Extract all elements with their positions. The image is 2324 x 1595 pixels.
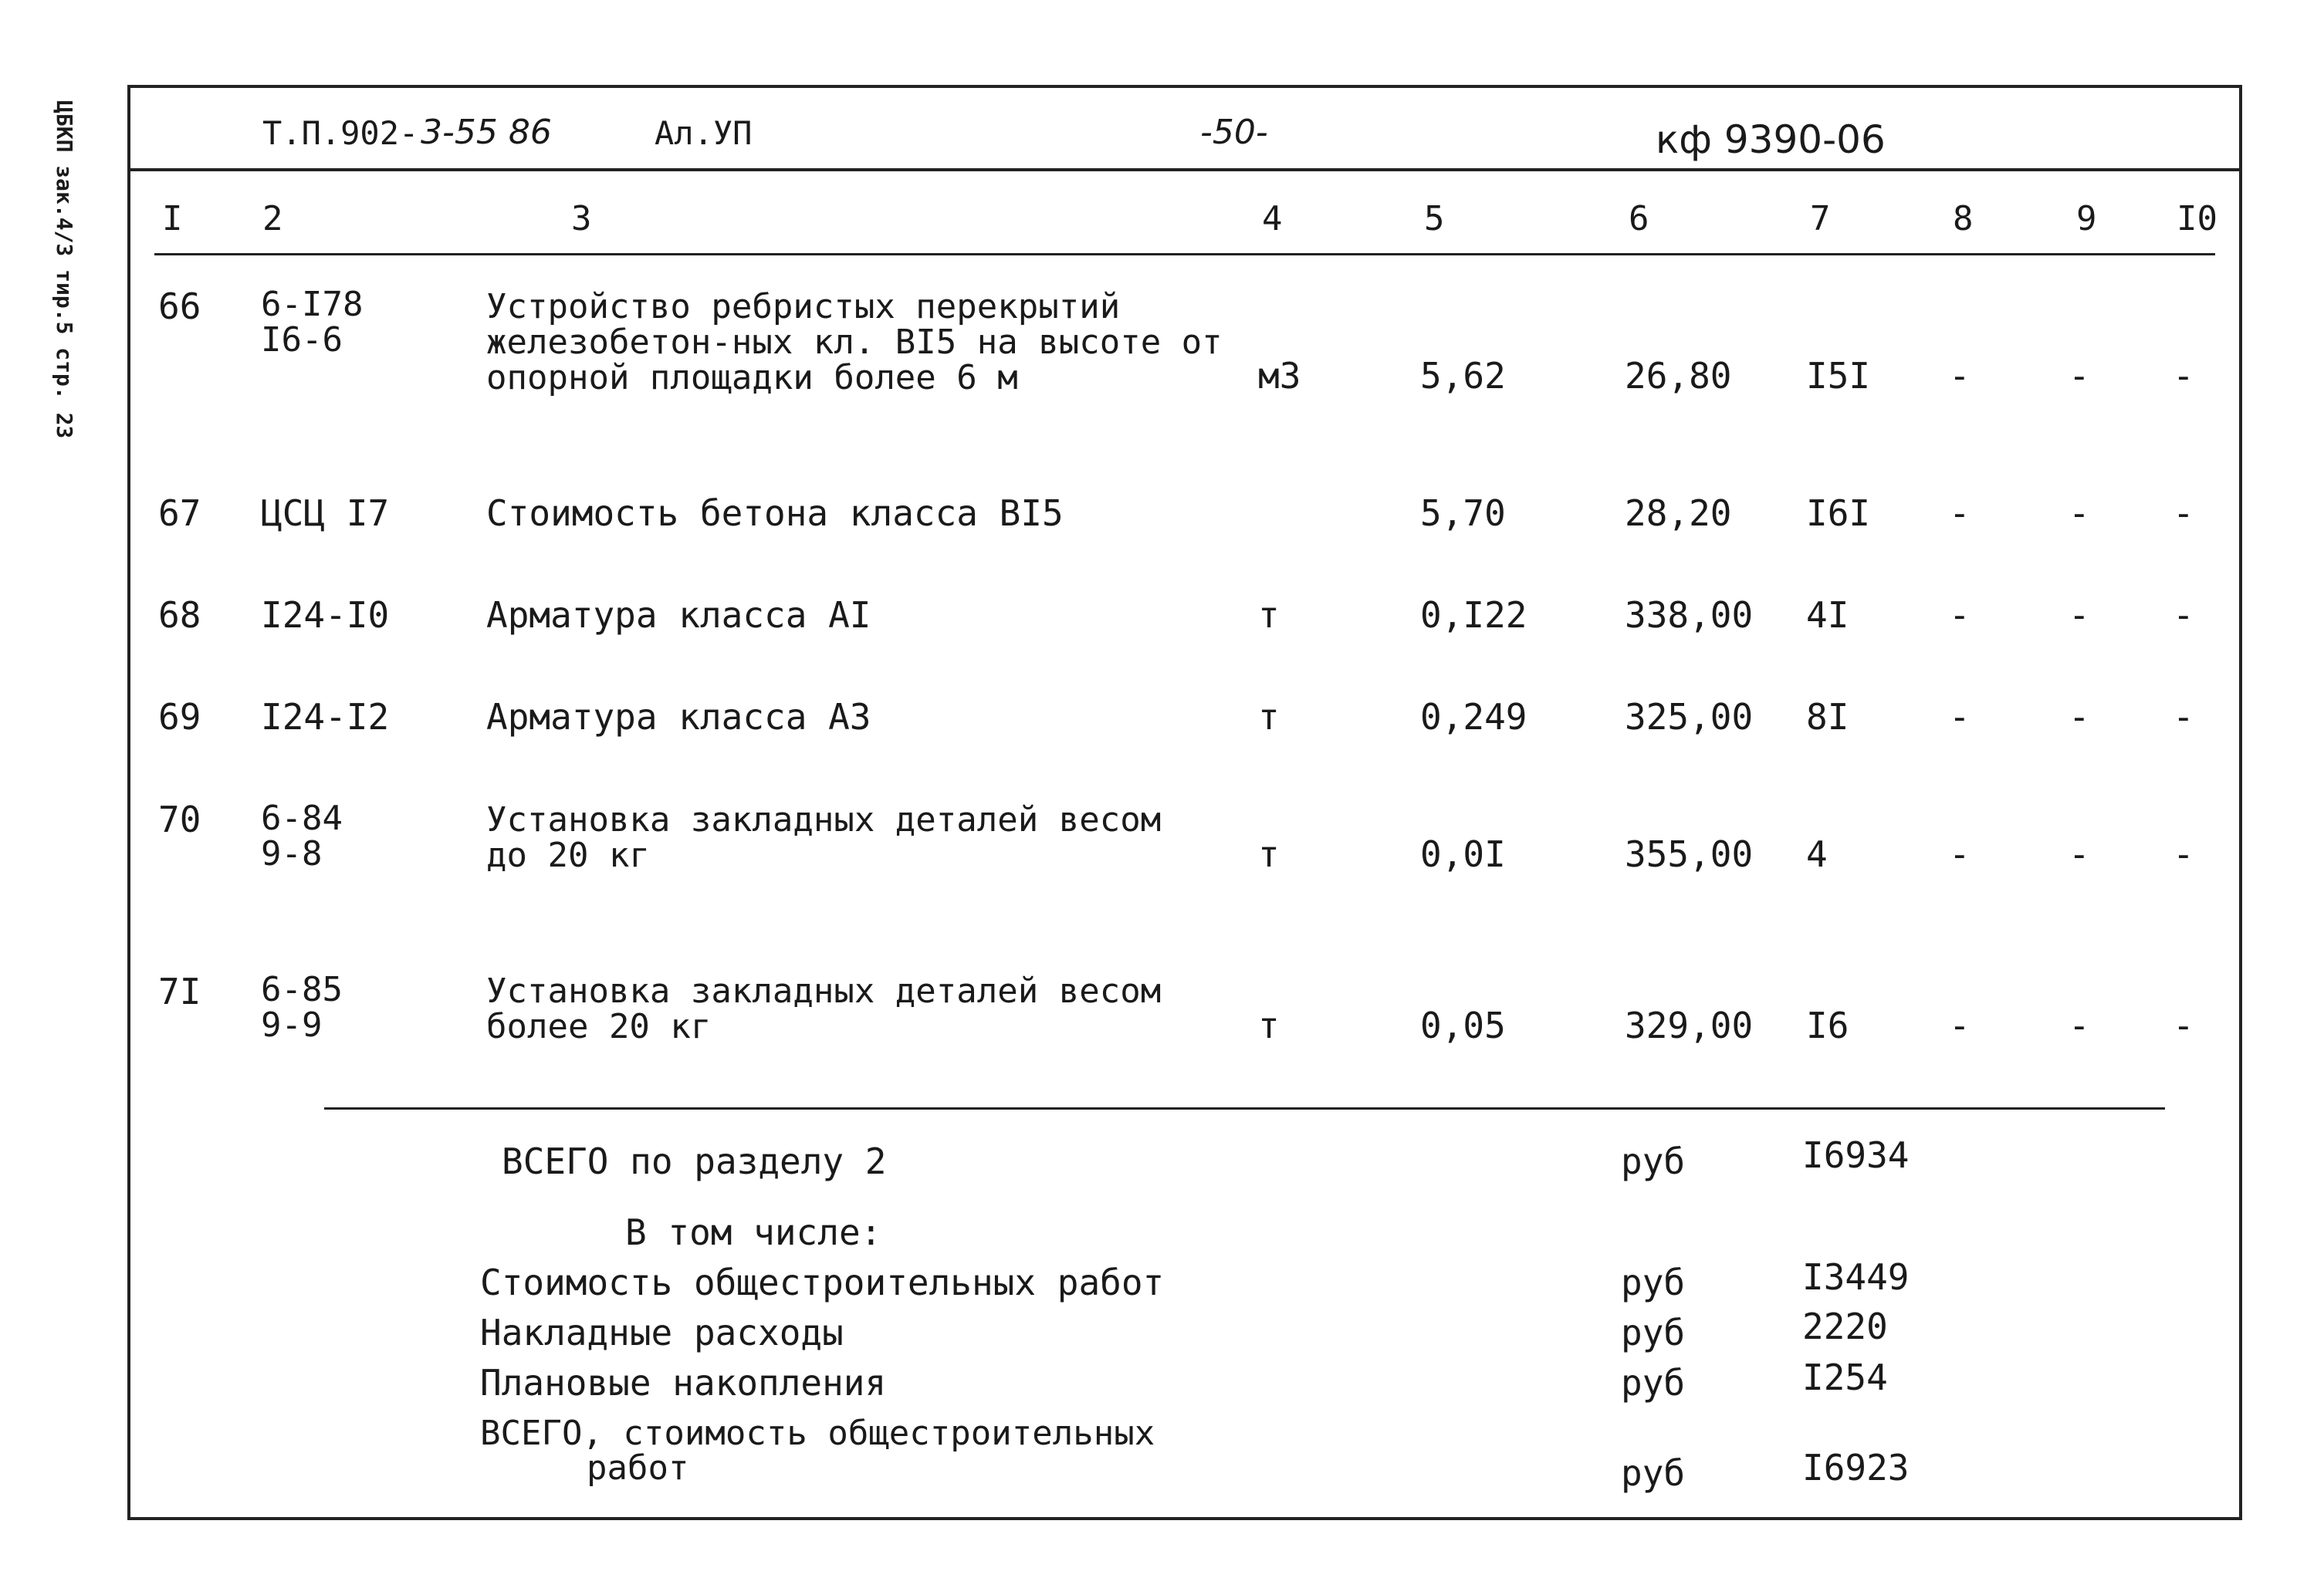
row-code: I24-I2 [261,696,390,738]
section-total-value: I6934 [1802,1134,1910,1176]
row-unit: м3 [1258,355,1301,397]
margin-note: ЦБКП зак.4/3 тир.5 стр. 23 [52,100,77,439]
row-code: 6-85 9-9 [261,970,343,1045]
row-quantity: 0,I22 [1420,594,1527,636]
column-header: 3 [571,199,592,238]
row-col8: - [1949,833,1970,875]
section-total-unit: руб [1621,1140,1686,1182]
summary-item-unit: руб [1621,1262,1686,1303]
row-col9: - [2069,696,2090,738]
columns-underline [154,253,2215,255]
final-total-unit: руб [1621,1452,1686,1494]
row-total: I6I [1806,492,1871,534]
doc-code: Т.П.902- [262,114,419,152]
summary-item-label: Плановые накопления [480,1362,887,1404]
column-header: 5 [1424,199,1445,238]
row-unit: т [1258,696,1280,738]
row-number: 66 [158,286,201,327]
final-total-value: I6923 [1802,1447,1910,1489]
row-number: 68 [158,594,201,636]
row-description: Установка закладных деталей весом до 20 кг [486,800,1162,875]
row-unit-price: 329,00 [1625,1005,1754,1046]
summary-item-unit: руб [1621,1362,1686,1404]
summary-item-label: Стоимость общестроительных работ [480,1262,1165,1303]
row-number: 7I [158,971,201,1012]
column-header: 2 [262,199,283,238]
header-divider [127,168,2242,171]
column-header: 6 [1629,199,1649,238]
row-code: 6-I78 I6-6 [261,285,364,360]
column-header: 7 [1810,199,1831,238]
row-total: 4I [1806,594,1849,636]
row-description: Установка закладных деталей весом более 20 кг [486,972,1162,1046]
row-col9: - [2069,594,2090,636]
row-col9: - [2069,355,2090,397]
page-number: -50- [1200,113,1268,152]
row-unit: т [1258,833,1280,875]
section-total-label: ВСЕГО по разделу 2 [502,1140,887,1182]
row-unit: т [1258,1005,1280,1046]
row-col8: - [1949,594,1970,636]
column-header: I0 [2177,199,2217,238]
including-label: В том числе: [625,1211,882,1253]
row-code: I24-I0 [261,594,390,636]
doc-code-handwritten: 3-55 86 [421,113,552,152]
row-description: Устройство ребристых перекрытий железобетон-ных кл. BI5 на высоте от опорной площадки более 6 м [486,287,1223,397]
row-description: Арматура класса AI [486,594,871,636]
final-total-label-cont: работ [587,1448,689,1488]
column-header: I [162,199,183,238]
row-description: Арматура класса A3 [486,696,871,738]
row-number: 70 [158,799,201,840]
row-description: Стоимость бетона класса BI5 [486,492,1064,534]
row-total: I6 [1806,1005,1849,1046]
row-quantity: 0,05 [1420,1005,1506,1046]
row-code: 6-84 9-8 [261,799,343,874]
row-col8: - [1949,696,1970,738]
row-unit-price: 355,00 [1625,833,1754,875]
row-code: ЦСЦ I7 [261,492,390,534]
row-quantity: 0,0I [1420,833,1506,875]
column-header: 4 [1262,199,1283,238]
row-col8: - [1949,355,1970,397]
row-col9: - [2069,833,2090,875]
column-header: 9 [2076,199,2097,238]
row-col10: - [2173,594,2194,636]
summary-item-value: 2220 [1802,1306,1888,1347]
row-unit-price: 28,20 [1625,492,1732,534]
row-col10: - [2173,833,2194,875]
row-col9: - [2069,1005,2090,1046]
row-col10: - [2173,492,2194,534]
summary-item-unit: руб [1621,1312,1686,1353]
row-col10: - [2173,696,2194,738]
column-header: 8 [1953,199,1974,238]
row-unit: т [1258,594,1280,636]
row-quantity: 5,62 [1420,355,1506,397]
row-total: I5I [1806,355,1871,397]
row-col9: - [2069,492,2090,534]
album-number: Ал.УП [655,114,753,152]
row-unit-price: 325,00 [1625,696,1754,738]
stamp-number: кф 9390-06 [1656,117,1886,162]
row-quantity: 0,249 [1420,696,1527,738]
summary-item-label: Накладные расходы [480,1312,844,1353]
row-col10: - [2173,355,2194,397]
row-quantity: 5,70 [1420,492,1506,534]
row-number: 69 [158,696,201,738]
row-unit-price: 338,00 [1625,594,1754,636]
summary-divider [324,1107,2165,1110]
row-col8: - [1949,492,1970,534]
row-col10: - [2173,1005,2194,1046]
final-total-label: ВСЕГО, стоимость общестроительных [480,1414,1155,1453]
row-total: 8I [1806,696,1849,738]
summary-item-value: I254 [1802,1357,1888,1398]
row-unit-price: 26,80 [1625,355,1732,397]
row-col8: - [1949,1005,1970,1046]
row-number: 67 [158,492,201,534]
summary-item-value: I3449 [1802,1256,1910,1298]
row-total: 4 [1806,833,1828,875]
